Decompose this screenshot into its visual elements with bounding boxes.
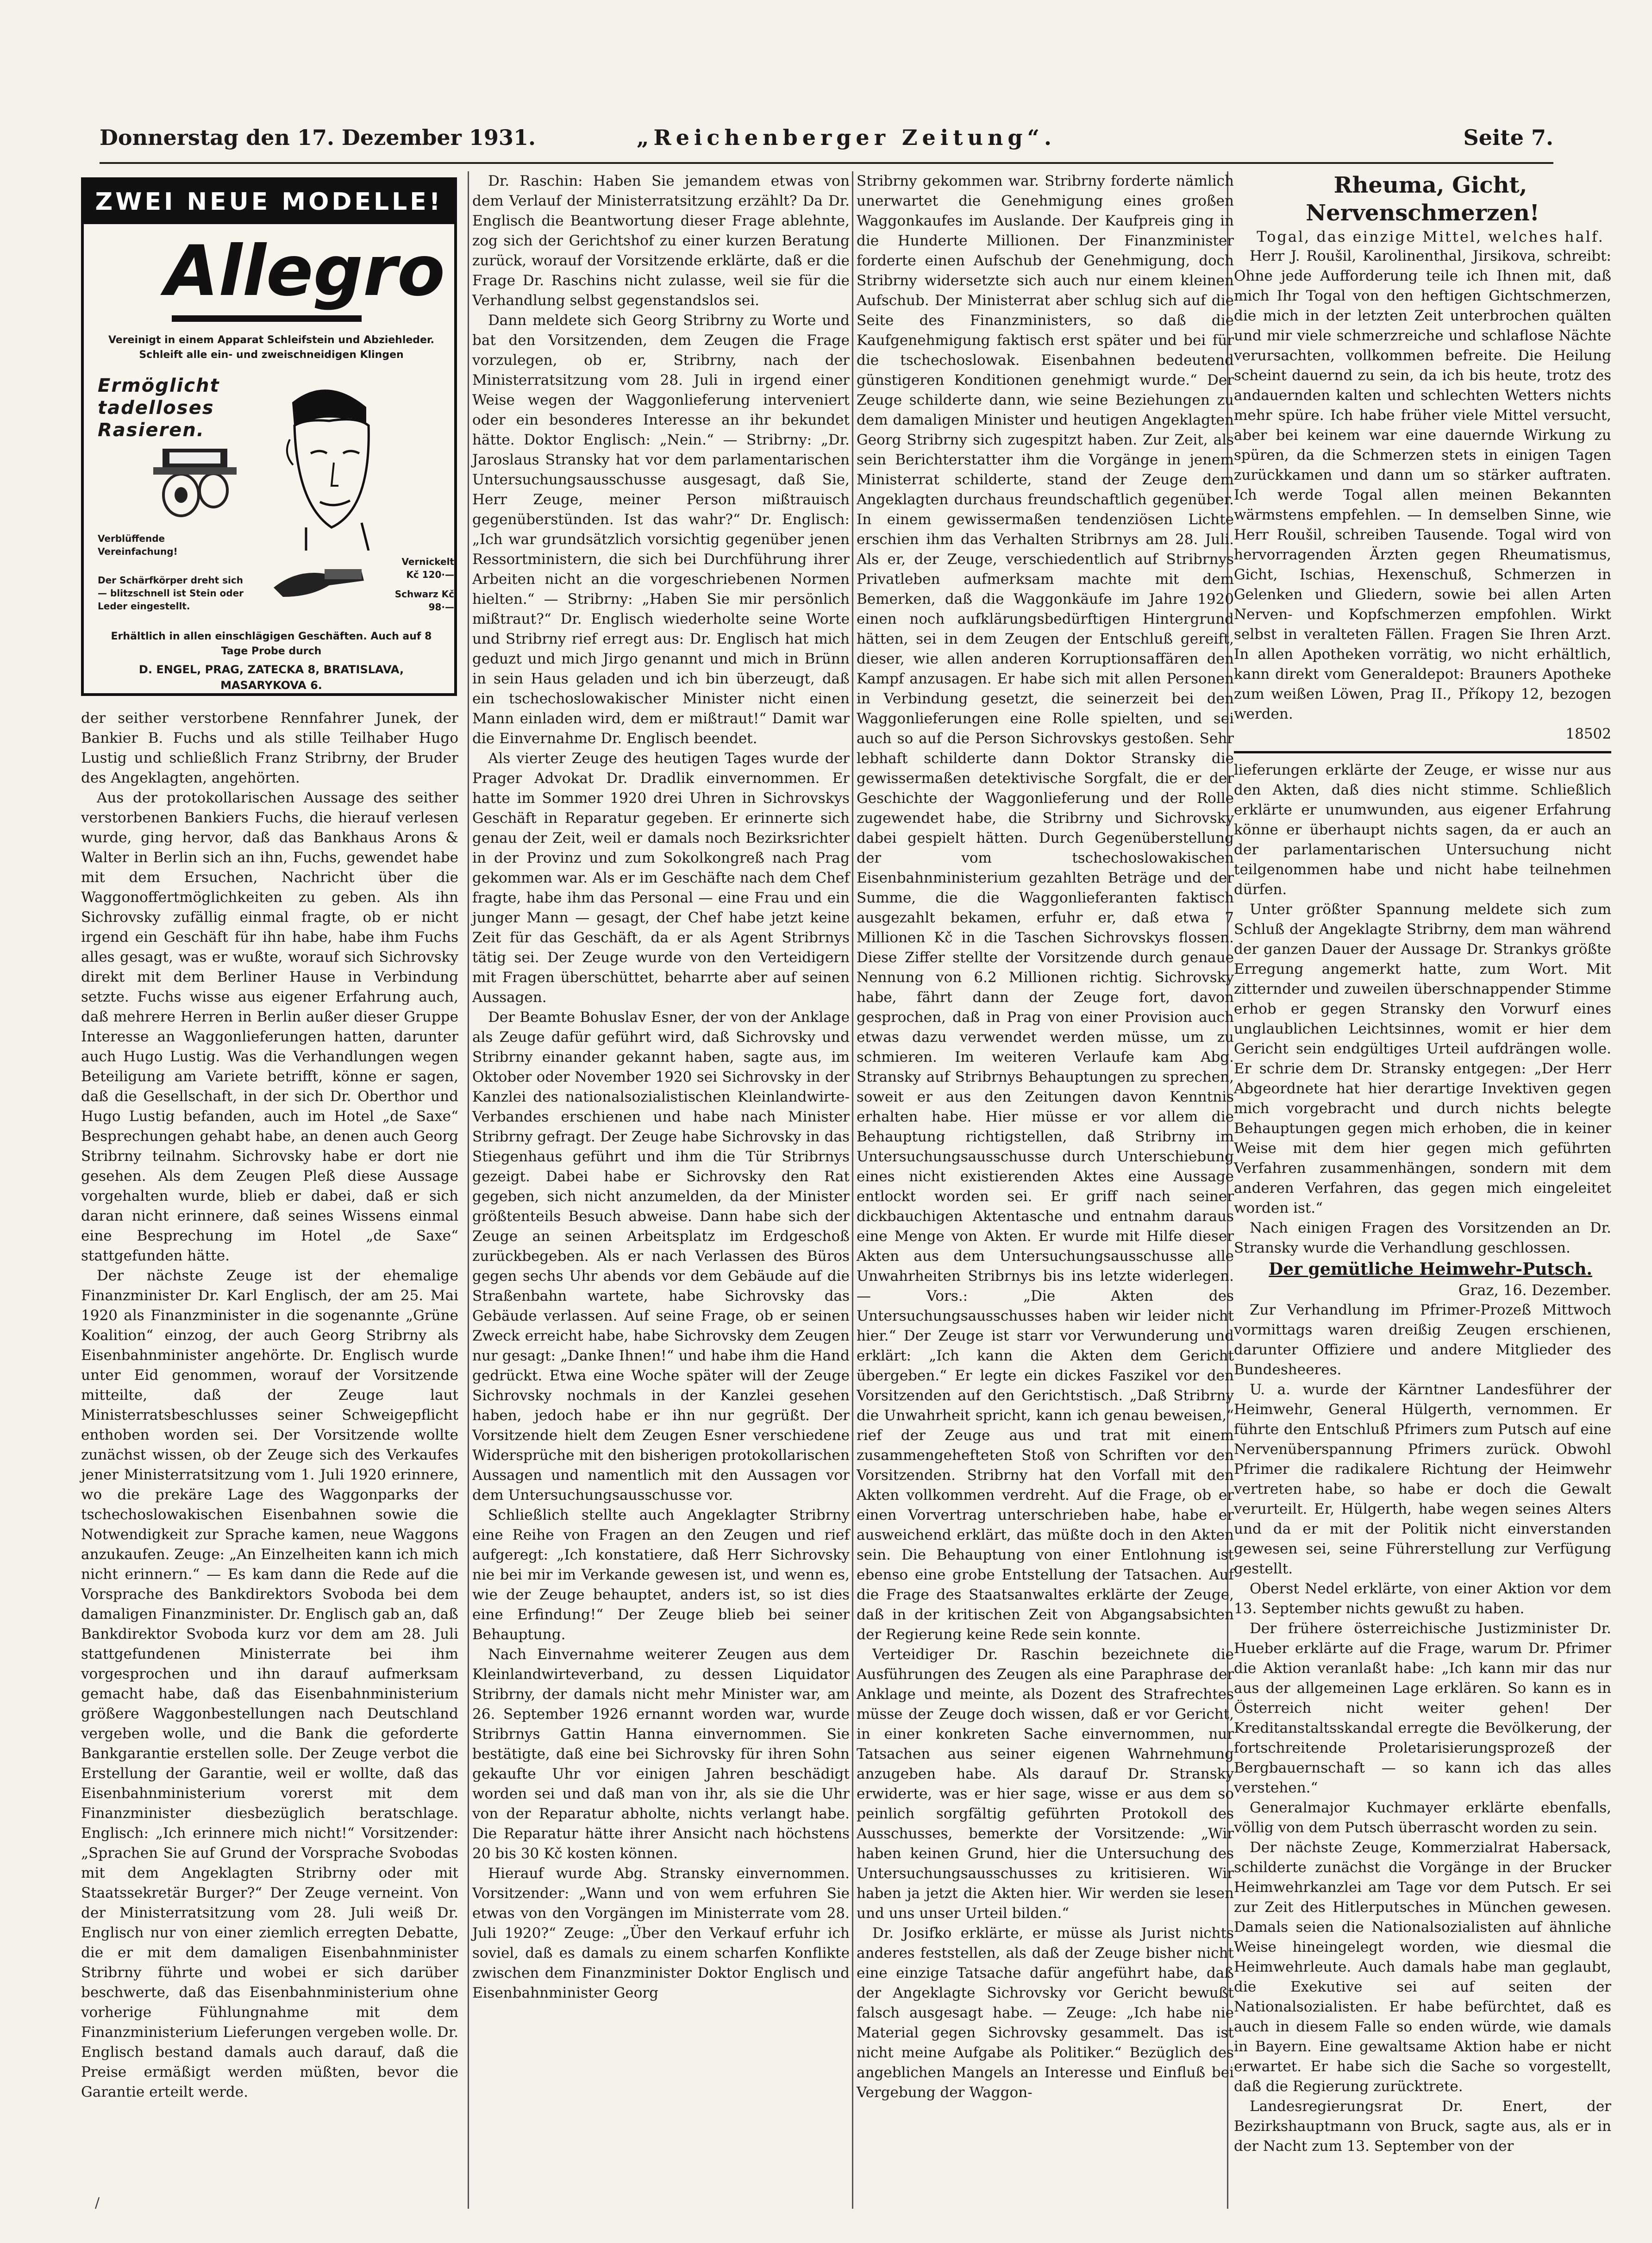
article-column-3 xyxy=(857,171,1234,2103)
ad-feature: Verblüffende Vereinfachung! xyxy=(98,533,178,557)
newspaper-title: „Reichenberger Zeitung“. xyxy=(637,125,1057,150)
allegro-advertisement xyxy=(81,177,457,696)
article-paragraph: Dr. Josifko erklärte, er müsse als Jurist nichts anderes feststellen, als daß der Zeuge bisher nicht eine einzige Tatsache dafür angeführt habe, daß der Angeklagte Sichrovsky vor Gericht bewußt falsch ausgesagt habe. — Zeuge: „Ich habe nie Material gegen Sichrovsky gesammelt. Das ist nicht meine Aufgabe als Politiker.“ Bezüglich des angeblichen Mangels an Interesse und Einfluß bei Vergebung der Waggon- xyxy=(857,1925,1234,2101)
ad-brand: Allegro xyxy=(165,231,445,312)
rheuma-ad-subtitle: Togal, das einzige Mittel, welches half. xyxy=(1257,228,1604,245)
man-face-illustration xyxy=(250,375,403,551)
article-paragraph: Der Beamte Bohuslav Esner, der von der Anklage als Zeuge dafür geführt wird, daß Sichrovsky und Stribrny einander gekannt haben, sagte aus, im Oktober oder November 1920 sei Sichrovsky in der Kanzlei des nationalsozialistischen Kleinlandwirte-Verbandes erschienen und habe nach Minister Stribrny gefragt. Der Zeuge habe Sichrovsky in das Stiegenhaus geführt und ihm die Tür Stribrnys gezeigt. Dabei habe er Sichrovsky den Rat gegeben, sich nicht anzumelden, da der Minister größtenteils Besuch abweise. Dann habe sich der Zeuge an seinen Arbeitsplatz im Erdgeschoß zurückbegeben. Als er nach Verlassen des Büros gegen sechs Uhr abends vor dem Gebäude auf die Straßenbahn wartete, habe Sichrovsky das Gebäude verlassen. Auf seine Frage, ob er seinen Zweck erreicht habe, habe Sichrovsky dem Zeugen nur gesagt: „Danke Ihnen!“ und habe ihm die Hand gedrückt. Etwa eine Woche später will der Zeuge Sichrovsky nochmals in der Kanzlei gesehen haben, jedoch habe er ihn nur gegrüßt. Der Vorsitzende hielt dem Zeugen Esner verschiedene Widersprüche mit den bisherigen protokollarischen Aussagen und namentlich mit den Aussagen vor dem Untersuchungsausschusse vor. xyxy=(472,1009,850,1504)
article-paragraph: Zur Verhandlung im Pfrimer-Prozeß Mittwoch vormittags waren dreißig Zeugen erschienen, darunter Offiziere und andere Mitglieder des Bundesheeres. xyxy=(1234,1302,1611,1378)
article-paragraph: Generalmajor Kuchmayer erklärte ebenfalls, völlig von dem Putsch überrascht worden zu sein. xyxy=(1234,1799,1611,1836)
article-paragraph: Unter größter Spannung meldete sich zum Schluß der Angeklagte Stribrny, dem man während der ganzen Dauer der Aussage Dr. Strankys größte Erregung angemerkt hatte, zum Wort. Mit zitternder und zuweilen überschnappender Stimme erhob er gegen Stransky den Vorwurf eines unglaublichen Leichtsinnes, womit er hier dem Gericht sein endgültiges Urteil aufdrängen wolle. Er schrie dem Dr. Stransky entgegen: „Der Herr Abgeordnete hat hier derartige Invektiven gegen mich vorgebracht und durch nichts belegte Behauptungen gegen mich erhoben, die in keiner Weise mit dem hier gegen mich geführten Verfahren zusammenhängen, sondern mit dem anderen Verfahren, das gegen mich eingeleitet worden ist.“ xyxy=(1234,901,1611,1216)
article-column-1 xyxy=(81,708,458,2102)
ad-headline: ZWEI NEUE MODELLE! xyxy=(84,180,454,224)
header-rule xyxy=(100,162,1553,164)
hand-holding-razor-illustration xyxy=(269,560,371,601)
article-paragraph: Hierauf wurde Abg. Stransky einvernommen. Vorsitzender: „Wann und von wem erfuhren Sie etwas von den Vorgängen im Ministerrate vom 28. Juli 1920?“ Zeuge: „Über den Verkauf erfuhr ich soviel, daß es damals zu einem scharfen Konflikte zwischen dem Finanzminister Doktor Englisch und Eisenbahnminister Georg xyxy=(472,1865,850,2001)
ad-feature-detail: Der Schärfkörper dreht sich — blitzschnell ist Stein oder Leder eingestellt. xyxy=(98,575,244,612)
article-paragraph: Der nächste Zeuge, Kommerzialrat Habersack, schilderte zunächst die Vorgänge in der Brucker Heimwehrkanzlei am Tage vor dem Putsch. Er sei zur Zeit des Hitlerputsches in München gewesen. Damals seien die Nationalsozialisten auf ähnliche Weise hineingelegt worden, wie diesmal die Heimwehrleute. Auch damals habe man geglaubt, die Exekutive sei auf seiten der Nationalsozialisten. Er habe befürchtet, daß es auch in diesem Falle so enden würde, wie damals in Bayern. Eine gewaltsame Aktion habe er nicht erwartet. Er habe sich die Sache so vorgestellt, daß die Regierung zurücktrete. xyxy=(1234,1839,1611,2095)
article-paragraph: Nach Einvernahme weiterer Zeugen aus dem Kleinlandwirteverband, zu dessen Liquidator Stribrny, der damals nicht mehr Minister war, am 26. September 1926 ernannt worden war, wurde Stribrnys Gattin Hanna einvernommen. Sie bestätigte, daß eine bei Sichrovsky für ihren Sohn gekaufte Uhr vor einigen Jahren beschädigt worden sei und daß man von ihr, als sie die Uhr von der Reparatur abholte, nichts verlangt habe. Die Reparatur hätte ihrer Ansicht nach höchstens 20 bis 30 Kč kosten können. xyxy=(472,1646,850,1862)
article-paragraph: der seither verstorbene Rennfahrer Junek, der Bankier B. Fuchs und als stille Teilhaber Hugo Lustig und schließlich Franz Stribrny, der Bruder des Angeklagten, angehörten. xyxy=(81,710,458,786)
ad-dealer-note: Erhältlich in allen einschlägigen Geschäften. Auch auf 8 Tage Probe durch xyxy=(111,631,432,657)
ad-description: Vereinigt in einem Apparat Schleifstein und Abziehleder. Schleift alle ein- und zweischneidigen Klingen xyxy=(108,334,435,361)
column-divider xyxy=(468,171,469,2209)
article-paragraph: Verteidiger Dr. Raschin bezeichnete die Ausführungen des Zeugen als eine Paraphrase der Anklage und meinte, als Dozent des Strafrechtes müsse der Zeuge doch wissen, daß er vor Gericht, in einer konkreten Sache einvernommen, nur Tatsachen aus seiner eigenen Wahrnehmung anzugeben habe. Als darauf Dr. Stransky erwiderte, was er hier sage, wisse er aus dem so peinlich sorgfältig geführten Protokoll des Ausschusses, bemerkte der Vorsitzende: „Wir haben keinen Grund, hier die Untersuchung des Untersuchungsausschusses zu kritisieren. Wir haben ja jetzt die Akten hier. Wir werden sie lesen und uns unser Urteil bilden.“ xyxy=(857,1646,1234,1922)
article-paragraph: U. a. wurde der Kärntner Landesführer der Heimwehr, General Hülgerth, vernommen. Er führte den Entschluß Pfrimers zum Putsch auf eine Nervenüberspannung Pfrimers zurück. Obwohl Pfrimer die radikalere Richtung der Heimwehr vertreten habe, so habe er doch die Gewalt verurteilt. Er, Hülgerth, habe wegen seines Alters und da er mit der Politik nicht einverstanden gewesen sei, seine Führerstellung zur Verfügung gestellt. xyxy=(1234,1381,1611,1577)
ad-brand-underline xyxy=(172,315,362,322)
article-paragraph: Als vierter Zeuge des heutigen Tages wurde der Prager Advokat Dr. Dradlik einvernommen. Er hatte im Sommer 1920 drei Uhren in Sichrovskys Geschäft in Reparatur gegeben. Er erinnerte sich genau der Zeit, weil er damals noch Bezirksrichter in der Provinz und zum Sokolkongreß nach Prag gekommen war. Als er im Geschäfte nach dem Chef fragte, habe ihm das Personal — eine Frau und ein junger Mann — gesagt, der Chef habe jetzt keine Zeit für das Geschäft, da er als Agent Stribrnys tätig sei. Der Zeuge wurde von den Verteidigern mit Fragen überschüttet, beharrte aber auf seinen Aussagen. xyxy=(472,750,850,1006)
article-paragraph: Oberst Nedel erklärte, von einer Aktion vor dem 13. September nichts gewußt zu haben. xyxy=(1234,1580,1611,1617)
article-paragraph: Stribrny gekommen war. Stribrny forderte nämlich unerwartet die Genehmigung eines großen Waggonkaufes im Auslande. Der Kaufpreis ging in die Hunderte Millionen. Der Finanzminister forderte einen Aufschub der Genehmigung, doch Stribrny widersetzte sich auch nur einem kleinen Aufschub. Der Ministerrat aber schlug sich auf die Seite des Finanzministers, so daß die Kaufgenehmigung faktisch erst später und bei für die tschechoslowak. Eisenbahnen bedeutend günstigeren Konditionen genehmigt wurde.“ Der Zeuge schilderte dann, wie seine Beziehungen zu dem damaligen Minister und heutigen Angeklagten Georg Stribrny sich zugespitzt haben. Zur Zeit, als sein Berichterstatter ihm die Vorgänge in jenem Ministerrat schilderte, stand der Zeuge dem Angeklagten durchaus freundschaftlich gegenüber. In einem gewissermaßen tendenziösen Lichte erschien ihm das Verhalten Stribrnys am 28. Juli. Als er, der Zeuge, verschiedentlich auf Stribrnys Privatleben aufmerksam machte mit dem Bemerken, daß die Waggonkäufe im Jahre 1920 einen noch aufklärungsbedürftigen Hintergrund hätten, sei in dem Zeugen der Entschluß gereift, dieser, wie allen anderen Korruptionsaffären den Kampf anzusagen. Er habe sich mit allen Personen in Verbindung gesetzt, die seinerzeit bei den Waggonlieferungen eine Rolle spielten, und sei auch so auf die Person Sichrovskys gestoßen. Sehr lebhaft schilderte dann Doktor Stransky die gewissermaßen detektivische Sorgfalt, die er der Geschichte der Waggonlieferung und der Rolle zugewendet habe, die Stribrny und Sichrovsky dabei gespielt hätten. Durch Gegenüberstellung der vom tschechoslowakischen Eisenbahnministerium gezahlten Beträge und der Summe, die die Waggonlieferanten faktisch ausgezahlt bekamen, erfuhr er, daß etwa 7 Millionen Kč in die Taschen Sichrovskys flossen. Diese Ziffer stellte der Vorsitzende durch genaue Nennung von 6.2 Millionen richtig. Sichrovsky habe, fährt dann der Zeuge fort, davon gesprochen, daß in Prag von einer Provision auch etwas dazu verwendet werden müsse, um zu schmieren. Im weiteren Verlaufe kam Abg. Stransky auf Stribrnys Behauptungen zu sprechen, soweit er aus den Zeitungen davon Kenntnis erhalten habe. Hier müsse er vor allem die Behauptung richtigstellen, daß Stribrny im Untersuchungsausschusse durch Unterschiebung eines nicht existierenden Aktes eine Aussage entlockt worden sei. Er griff nach seiner dickbauchigen Aktentasche und entnahm daraus eine Menge von Akten. Er wurde mit Hilfe dieser Akten aus dem Untersuchungsausschusse alle Unwahrheiten Stribrnys bis ins letzte widerlegen. — Vors.: „Die Akten des Untersuchungsausschusses haben wir leider nicht hier.“ Der Zeuge ist starr vor Verwunderung und erklärt: „Ich kann die Akten dem Gericht übergeben.“ Er legte ein dickes Faszikel vor den Vorsitzenden auf den Gerichtstisch. „Daß Stribrny die Unwahrheit spricht, kann ich genau beweisen,“ rief der Zeuge aus und trat mit einem zusammengehefteten Stoß von Schriften vor den Vorsitzenden. Stribrny hat den Vorfall mit den Akten vollkommen verdreht. Auf die Frage, ob er einen Vorvertrag unterschrieben habe, habe er ausweichend erklärt, das müßte doch in den Akten sein. Die Behauptung von einer Entlohnung ist ebenso eine grobe Entstellung der Tatsachen. Auf die Frage des Staatsanwaltes erklärte der Zeuge, daß in der kritischen Zeit von Abgangsabsichten der Regierung keine Rede sein konnte. xyxy=(857,173,1234,1643)
page-number: Seite 7. xyxy=(1463,125,1553,150)
page-header xyxy=(100,125,1553,157)
article-paragraph: Der nächste Zeuge ist der ehemalige Finanzminister Dr. Karl Englisch, der am 25. Mai 1920 als Finanzminister in die sogenannte „Grüne Koalition“ einzog, der auch Georg Stribrny als Eisenbahnminister angehörte. Dr. Englisch wurde unter Eid genommen, worauf der Vorsitzende mitteilte, daß der Zeuge laut Ministerratsbeschlusses seiner Schweigepflicht enthoben worden sei. Der Vorsitzende wollte zunächst wissen, ob der Zeuge sich des Verkaufes jener Ministerratsitzung vom 1. Juli 1920 erinnere, wo die prekäre Lage des Waggonparks der tschechoslowakischen Eisenbahnen sowie die Notwendigkeit zur Sprache kamen, neue Waggons anzukaufen. Zeuge: „An Einzelheiten kann ich mich nicht erinnern.“ — Es kam dann die Rede auf die Vorsprache des Bankdirektors Svoboda bei dem damaligen Finanzminister. Dr. Englisch gab an, daß Bankdirektor Svoboda kurz vor dem am 28. Juli stattgefundenen Ministerrate bei ihm vorgesprochen und ihn darauf aufmerksam gemacht habe, daß das Eisenbahnministerium größere Waggonbestellungen nach Deutschland vergeben wolle, und die Bank die geforderte Bankgarantie erstellen solle. Der Zeuge verbot die Erstellung der Garantie, weil er wollte, daß das Eisenbahnministerium vorerst mit dem Finanzminister diesbezüglich beratschlage. Englisch: „Ich erinnere mich nicht!“ Vorsitzender: „Sprachen Sie auf Grund der Vorsprache Svobodas mit dem Angeklagten Stribrny oder mit Staatssekretär Burger?“ Der Zeuge verneint. Von der Ministerratsitzung vom 28. Juli weiß Dr. Englisch nur von einer ziemlich erregten Debatte, die er mit dem damaligen Eisenbahnminister Stribrny führte und wobei er sich darüber beschwerte, daß das Eisenbahnministerium ohne vorherige Fühlungnahme mit dem Finanzministerium Lieferungen vergeben wolle. Dr. Englisch bestand damals auch darauf, daß die Preise ermäßigt werden müßten, bevor die Garantie erteilt werde. xyxy=(81,1267,458,2100)
rheuma-ad-text: Herr J. Roušil, Karolinenthal, Jirsikova, schreibt: Ohne jede Aufforderung teile ich Ihnen mit, daß mich Ihr Togal von den heftigen Gichtschmerzen, die mich in der letzten Zeit unterbrochen quälten und mir viele schmerzreiche und schlaflose Nächte verursachten, vollkommen befreite. Die Heilung scheint dauernd zu sein, da ich bis heute, trotz des andauernden kalten und schlechten Wetters nichts mehr spüre. Ich habe früher viele Mittel versucht, aber bei keinem war eine dauernde Wirkung zu spüren, da die Schmerzen stets in einigen Tagen zurückkamen und dann um so stärker auftraten. Ich werde Togal allen meinen Bekannten wärmstens empfehlen. — In demselben Sinne, wie Herr Roušil, schreiben Tausende. Togal wird von hervorragenden Ärzten gegen Rheumatismus, Gicht, Ischias, Hexenschuß, Schmerzen in Gelenken und Gliedern, sowie bei allen Arten Nerven- und Kopfschmerzen empfohlen. Wirkt selbst in veralteten Fällen. Fragen Sie Ihren Arzt. In allen Apotheken vorrätig, wo nicht erhältlich, kann direkt vom Generaldepot: Brauners Apotheke zum weißen Löwen, Prag II., Příkopy 12, bezogen werden. xyxy=(1234,248,1611,722)
column-divider xyxy=(852,171,853,2209)
article-paragraph: Schließlich stellte auch Angeklagter Stribrny eine Reihe von Fragen an den Zeugen und rief aufgeregt: „Ich konstatiere, daß Herr Sichrovsky nie bei mir im Verkande gewesen ist, und wenn es, wie der Zeuge behauptet, anders ist, so ist dies eine Erfindung!“ Der Zeuge blieb bei seiner Behauptung. xyxy=(472,1507,850,1643)
rheuma-ad-code: 18502 xyxy=(1565,726,1611,742)
article-column-2 xyxy=(472,171,850,2003)
ad-slogan: Ermöglicht tadelloses Rasieren. xyxy=(98,375,220,441)
section-rule xyxy=(1234,751,1611,753)
razor-sharpener-illustration xyxy=(144,439,246,523)
issue-date: Donnerstag den 17. Dezember 1931. xyxy=(100,125,536,150)
article-paragraph: lieferungen erklärte der Zeuge, er wisse nur aus den Akten, daß dies nicht stimme. Schließlich erklärte er unumwunden, aus eigener Erfahrung könne er überhaupt nichts sagen, da er auch an der parlamentarischen Untersuchung nicht teilgenommen habe und nicht habe teilnehmen dürfen. xyxy=(1234,762,1611,898)
ad-price-nickel: Vernickelt Kč 120·— xyxy=(401,556,454,580)
scan-mark: / xyxy=(95,2195,100,2211)
putsch-headline: Der gemütliche Heimwehr-Putsch. xyxy=(1269,1259,1592,1279)
article-column-4 xyxy=(1234,171,1611,2156)
article-paragraph: Aus der protokollarischen Aussage des seither verstorbenen Bankiers Fuchs, die hierauf verlesen wurde, ging hervor, daß das Bankhaus Arons & Walter in Berlin sich an ihn, Fuchs, gewendet habe mit dem Ersuchen, Nachricht über die Waggonoffertmöglichkeiten zu geben. Als ihn Sichrovsky zufällig einmal fragte, ob er nicht irgend ein Geschäft für ihn habe, habe ihm Fuchs alles gesagt, was er wußte, worauf sich Sichrovsky direkt mit dem Berliner Hause in Verbindung setzte. Fuchs wisse aus eigener Erfahrung auch, daß mehrere Herren in Berlin außer dieser Gruppe Interesse an Waggonlieferungen hatten, darunter auch Hugo Lustig. Was die Verhandlungen wegen Beteiligung am Variete betrifft, könne er sagen, daß die Gesellschaft, in der sich Dr. Oberthor und Hugo Lustig befanden, auch im Hotel „de Saxe“ Besprechungen gehabt habe, an denen auch Georg Stribrny teilnahm. Sichrovsky habe er dort nie gesehen. Als dem Zeugen Pleß diese Aussage vorgehalten wurde, blieb er dabei, daß er sich daran nicht erinnere, daß seines Wissens einmal eine Besprechung im Hotel „de Saxe“ stattgefunden hätte. xyxy=(81,789,458,1264)
putsch-dateline: Graz, 16. Dezember. xyxy=(1458,1281,1611,1299)
article-paragraph: Nach einigen Fragen des Vorsitzenden an Dr. Stransky wurde die Verhandlung geschlossen. xyxy=(1234,1220,1611,1256)
article-paragraph: Der frühere österreichische Justizminister Dr. Hueber erklärte auf die Frage, warum Dr. Pfrimer die Aktion veranlaßt habe: „Ich kann mir das nur aus der allgemeinen Lage erklären. So kann es in Österreich nicht weiter gehen! Der Kreditanstaltsskandal erregte die Bevölkerung, der fortschreitende Proletarisierungsprozeß der Bergbauernschaft — so kann ich das alles verstehen.“ xyxy=(1234,1620,1611,1796)
article-paragraph: Dann meldete sich Georg Stribrny zu Worte und bat den Vorsitzenden, dem Zeugen die Frage vorzulegen, ob er, Stribrny, nach der Ministerratsitzung vom 28. Juli in irgend einer Weise wegen der Waggonlieferung interveniert oder ein besonderes Interesse an ihr bekundet hätte. Doktor Englisch: „Nein.“ — Stribrny: „Dr. Jaroslaus Stransky hat vor dem parlamentarischen Untersuchungsausschusse ausgesagt, daß Sie, Herr Zeuge, meiner Person mißtrauisch gegenüberstünden. Ist das wahr?“ Dr. Englisch: „Ich war grundsätzlich vorsichtig gegenüber jenen Ressortministern, die sich bei Durchführung ihrer Arbeiten nicht an die vorgeschriebenen Normen hielten.“ — Stribrny: „Haben Sie mir persönlich mißtraut?“ Dr. Englisch wiederholte seine Worte und Stribrny rief erregt aus: Dr. Englisch hat mich geduzt und mich Jirgo genannt und mich in Brünn in sein Haus geladen und ich bin überzeugt, daß ein tschechoslowakischer Minister nicht einen Mann einladen wird, dem er mißtraut!“ Damit war die Einvernahme Dr. Englisch beendet. xyxy=(472,312,850,747)
rheuma-ad-title: Rheuma, Gicht, Nervenschmerzen! xyxy=(1306,172,1539,226)
ad-address: D. ENGEL, PRAG, ZATECKA 8, BRATISLAVA, MASARYKOVA 6. xyxy=(138,663,404,692)
article-paragraph: Dr. Raschin: Haben Sie jemandem etwas von dem Verlauf der Ministerratsitzung erzählt? Da Dr. Englisch die Beantwortung dieser Frage ablehnte, zog sich der Gerichtshof zu einer kurzen Beratung zurück, worauf der Vorsitzende erklärte, daß er die Frage Dr. Raschins nicht zulasse, weil sie für die Verhandlung selbst gegenstandslos sei. xyxy=(472,173,850,309)
ad-price-black: Schwarz Kč 98·— xyxy=(394,589,454,613)
article-paragraph: Landesregierungsrat Dr. Enert, der Bezirkshauptmann von Bruck, sagte aus, als er in der Nacht zum 13. September von der xyxy=(1234,2098,1611,2155)
